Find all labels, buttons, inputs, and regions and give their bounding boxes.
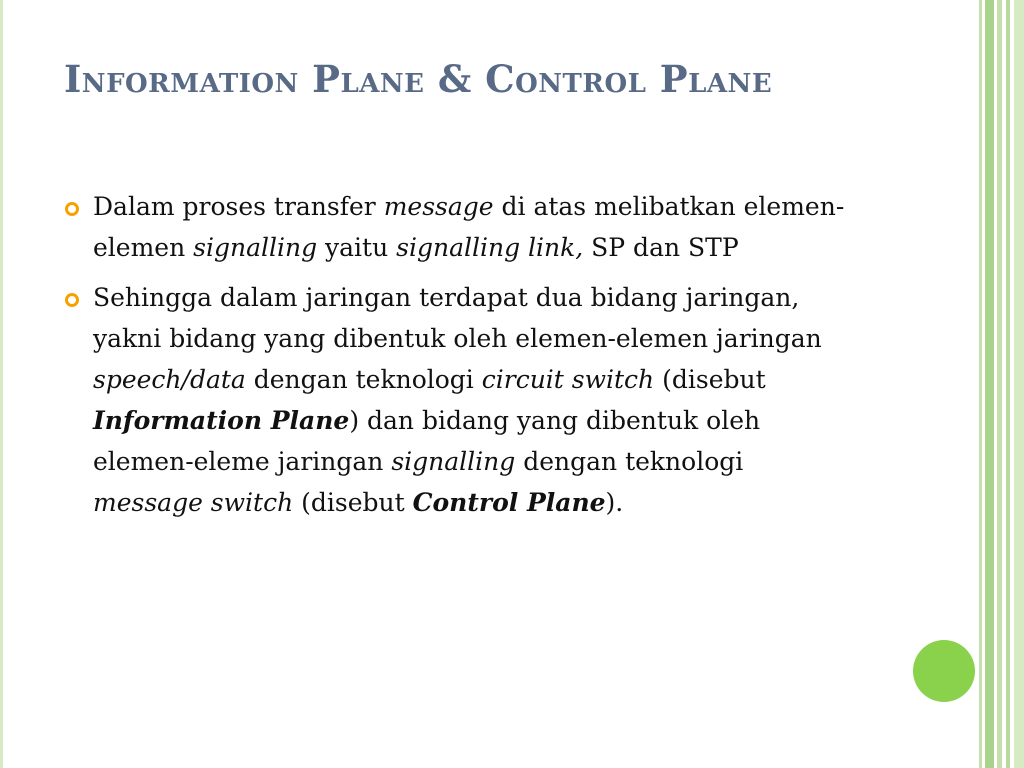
slide-title: Information Plane & Control Plane [64, 57, 773, 101]
bullet-ring-icon [65, 293, 79, 307]
text-run: signalling [193, 233, 318, 262]
right-border-stripe [1006, 0, 1010, 768]
text-run: Information Plane [93, 406, 350, 435]
bullet-list [62, 186, 852, 532]
right-border-stripe [997, 0, 1002, 768]
right-border-stripe [1014, 0, 1024, 768]
text-run: ) dan bidang yang dibentuk oleh elemen-eleme jaringan [93, 406, 761, 476]
bullet-text [93, 283, 822, 517]
text-run: circuit switch [481, 365, 655, 394]
text-run: speech/data [93, 365, 246, 394]
left-border-line [0, 0, 3, 768]
right-border-stripe [985, 0, 994, 768]
text-run: Control Plane [412, 488, 606, 517]
bullet-ring-icon [65, 202, 79, 216]
text-run: Dalam proses transfer [93, 192, 384, 221]
bullet-text [93, 192, 844, 262]
text-run: Sehingga dalam jaringan terdapat dua bidang jaringan, yakni bidang yang dibentuk oleh elemen-elemen jaringan [93, 283, 822, 353]
text-run: message [383, 192, 494, 221]
text-run: SP dan STP [583, 233, 739, 262]
text-run: dengan teknologi [245, 365, 482, 394]
bullet-item [62, 186, 852, 268]
text-run: ). [605, 488, 624, 517]
right-border-stripe [979, 0, 982, 768]
text-run: di atas melibatkan elemen-elemen [93, 192, 845, 262]
text-run: signalling link, [396, 233, 584, 262]
text-run: (disebut [654, 365, 766, 394]
text-run: (disebut [293, 488, 413, 517]
text-run: yaitu [317, 233, 397, 262]
text-run: dengan teknologi [515, 447, 744, 476]
decorative-green-circle [913, 640, 975, 702]
bullet-item [62, 277, 852, 523]
text-run: message switch [93, 488, 294, 517]
text-run: signalling [391, 447, 516, 476]
